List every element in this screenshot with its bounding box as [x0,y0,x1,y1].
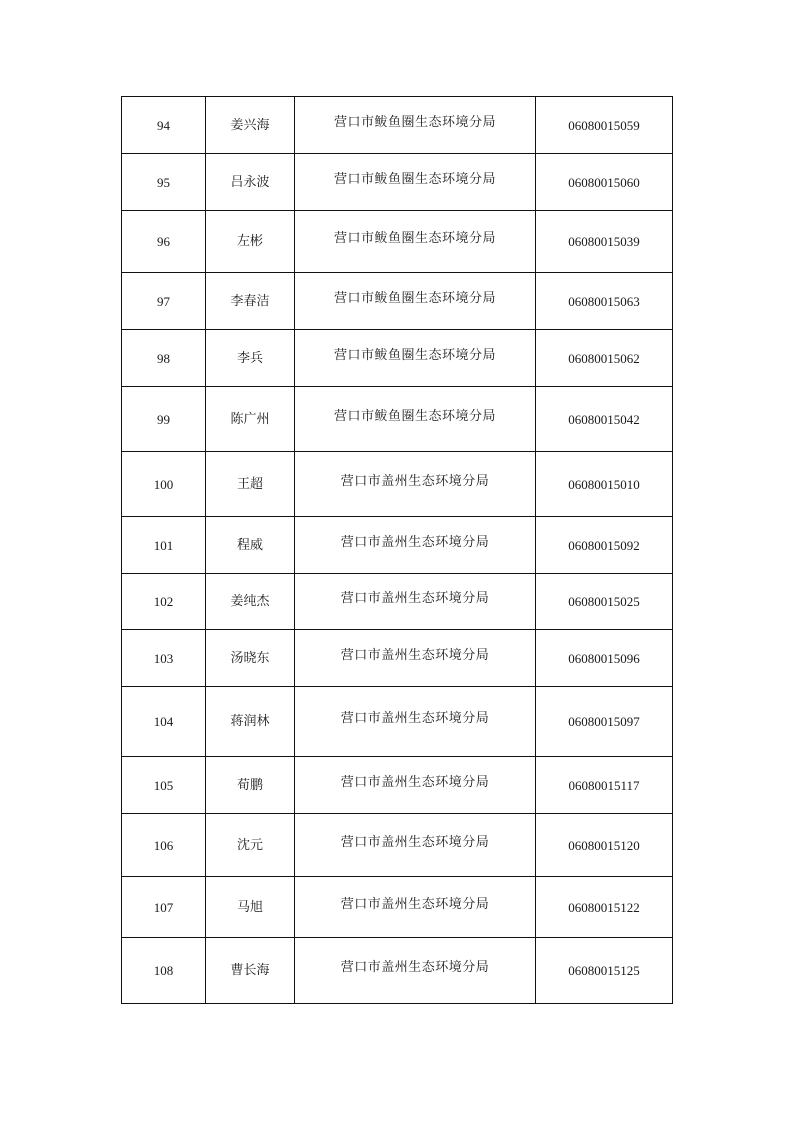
row-number: 108 [122,938,206,1004]
certificate-number: 06080015059 [536,97,673,154]
person-name: 李兵 [206,330,295,387]
person-name: 王超 [206,452,295,517]
person-name: 左彬 [206,211,295,273]
row-number: 105 [122,757,206,814]
certificate-number: 06080015120 [536,814,673,877]
person-name: 沈元 [206,814,295,877]
certificate-number: 06080015062 [536,330,673,387]
row-number: 107 [122,877,206,938]
person-name: 曹长海 [206,938,295,1004]
certificate-number: 06080015060 [536,154,673,211]
personnel-table [121,96,673,1004]
table-row [122,877,673,938]
table-row [122,574,673,630]
table-row [122,273,673,330]
table-row [122,452,673,517]
work-unit: 营口市盖州生态环境分局 [340,591,490,606]
row-number: 96 [122,211,206,273]
certificate-number: 06080015092 [536,517,673,574]
table-body [122,97,673,1004]
certificate-number: 06080015025 [536,574,673,630]
certificate-number: 06080015063 [536,273,673,330]
work-unit: 营口市鲅鱼圈生态环境分局 [333,347,496,363]
certificate-number: 06080015122 [536,877,673,938]
row-number: 98 [122,330,206,387]
table-row [122,97,673,154]
table-row [122,387,673,452]
certificate-number: 06080015097 [536,687,673,757]
work-unit: 营口市盖州生态环境分局 [340,534,490,550]
work-unit: 营口市盖州生态环境分局 [340,647,490,663]
work-unit: 营口市鲅鱼圈生态环境分局 [333,114,496,130]
work-unit: 营口市盖州生态环境分局 [340,774,490,790]
person-name: 程威 [206,517,295,574]
person-name: 蒋润林 [206,687,295,757]
work-unit: 营口市鲅鱼圈生态环境分局 [333,290,496,306]
table-row [122,757,673,814]
row-number: 106 [122,814,206,877]
certificate-number: 06080015039 [536,211,673,273]
person-name: 吕永波 [206,154,295,211]
work-unit: 营口市盖州生态环境分局 [340,711,490,726]
person-name: 荀鹏 [206,757,295,814]
certificate-number: 06080015096 [536,630,673,687]
row-number: 102 [122,574,206,630]
work-unit: 营口市盖州生态环境分局 [340,834,490,850]
table-row [122,211,673,273]
row-number: 99 [122,387,206,452]
certificate-number: 06080015125 [536,938,673,1004]
person-name: 陈广州 [206,387,295,452]
row-number: 97 [122,273,206,330]
certificate-number: 06080015042 [536,387,673,452]
table-row [122,517,673,574]
table-row [122,330,673,387]
work-unit: 营口市鲅鱼圈生态环境分局 [333,171,496,187]
person-name: 姜兴海 [206,97,295,154]
person-name: 姜纯杰 [206,574,295,630]
row-number: 103 [122,630,206,687]
table-row [122,630,673,687]
person-name: 马旭 [206,877,295,938]
table-row [122,687,673,757]
table-row [122,938,673,1004]
certificate-number: 06080015117 [536,757,673,814]
row-number: 100 [122,452,206,517]
table-row [122,154,673,211]
work-unit: 营口市盖州生态环境分局 [340,473,490,489]
work-unit: 营口市鲅鱼圈生态环境分局 [333,408,496,424]
row-number: 94 [122,97,206,154]
row-number: 104 [122,687,206,757]
person-name: 李春洁 [206,273,295,330]
certificate-number: 06080015010 [536,452,673,517]
table-row [122,814,673,877]
row-number: 101 [122,517,206,574]
work-unit: 营口市盖州生态环境分局 [340,896,490,912]
person-name: 汤晓东 [206,630,295,687]
row-number: 95 [122,154,206,211]
work-unit: 营口市鲅鱼圈生态环境分局 [333,231,496,246]
work-unit: 营口市盖州生态环境分局 [340,960,490,975]
